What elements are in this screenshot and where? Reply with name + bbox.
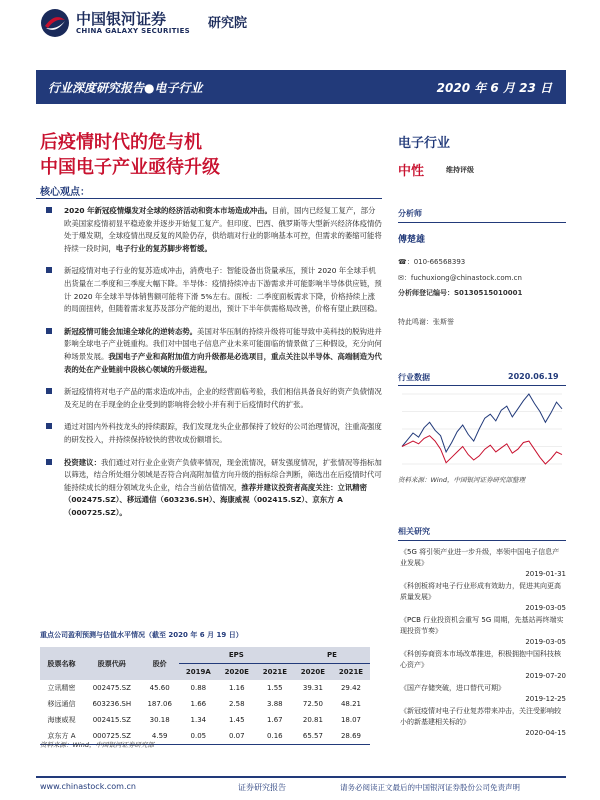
related-report-date: 2019-01-31	[525, 570, 566, 578]
bullet-body: 通过对国内外科技龙头的持续跟踪，我们发现龙头企业都保持了较好的公司治理情况，注重高强度的研发投入，并持续保持较快的营收成份额增长。	[64, 422, 382, 444]
table-cell: 1.34	[190, 716, 207, 724]
col-stock-name: 股票名称	[47, 659, 76, 668]
related-report-title: 《科创板将对电子行业形成有效助力，促进其向更高质量发展》	[400, 582, 561, 601]
year-header: 2020E	[300, 668, 326, 676]
related-report-item[interactable]	[400, 649, 566, 682]
chart-source: 资料来源：Wind，中国银河证券研究部整理	[398, 476, 525, 484]
related-report-item[interactable]	[400, 706, 566, 739]
bullet-item	[36, 457, 382, 520]
related-report-title: 《科创券商资本市场改革推进，积极拥抱中国科技核心资产》	[400, 650, 561, 669]
bullet-highlight: 我国电子产业和高附加值方向升级都是必选项目，重点关注以半导体、高端制造为代表的处在产业链前中段核心领域的升级进程。	[64, 351, 382, 374]
table-cell: 立讯精密	[47, 684, 76, 692]
core-views-label: 核心观点：	[40, 187, 90, 198]
core-divider	[36, 198, 382, 199]
related-report-date: 2020-04-15	[525, 729, 566, 737]
related-report-date: 2019-03-05	[525, 638, 566, 646]
industry-data-date: 2020.06.19	[508, 372, 559, 381]
logo-english-text: CHINA GALAXY SECURITIES	[76, 27, 190, 35]
analyst-reg-no: 分析师登记编号：S0130515010001	[398, 289, 523, 297]
footer-divider	[36, 776, 566, 778]
analyst-phone: ☎：010-66568393	[398, 258, 466, 266]
col-stock-code: 股票代码	[97, 659, 126, 668]
table-cell: 72.50	[302, 700, 323, 708]
bullet-marker-icon	[46, 423, 52, 429]
bullet-lead: 2020 年新冠疫情爆发对全球的经济活动和资本市场造成冲击。	[64, 206, 272, 215]
table-cell: 1.66	[190, 700, 207, 708]
related-report-item[interactable]	[400, 683, 566, 705]
analyst-divider	[398, 222, 566, 223]
table-row	[40, 696, 370, 712]
earnings-forecast-table	[40, 647, 370, 745]
bullet-marker-icon	[46, 459, 52, 465]
year-header: 2019A	[185, 668, 211, 676]
rating-value: 中性	[398, 164, 425, 179]
col-eps: EPS	[179, 647, 294, 664]
table-cell: 海康威视	[47, 716, 76, 724]
bullet-item	[36, 205, 382, 255]
bullet-highlight: 电子行业的复苏脚步将暂缓。	[115, 243, 212, 253]
bullet-body: 新冠疫情对电子行业的复苏造成冲击，	[64, 266, 190, 276]
table-cell: 48.21	[340, 700, 361, 708]
table-cell: 000725.SZ	[92, 732, 131, 740]
report-title-line1: 后疫情时代的危与机	[40, 132, 202, 153]
related-report-title: 《PCB 行业投资机会重写 5G 周期，先基站再终端实现投资节奏》	[400, 616, 564, 635]
galaxy-logo-icon	[40, 8, 70, 38]
table-cell: 39.31	[302, 684, 323, 692]
table-cell: 4.59	[151, 732, 168, 740]
col-price: 股价	[152, 659, 167, 668]
related-report-date: 2019-12-25	[525, 695, 566, 703]
table-cell: 1.55	[267, 684, 283, 692]
related-report-item[interactable]	[400, 547, 566, 580]
bullet-lead: 新冠疫情可能会加速全球化的逆转态势。	[64, 326, 198, 336]
rating-note: 维持评级	[446, 166, 474, 174]
table-header-row	[40, 647, 370, 664]
logo	[40, 8, 250, 38]
report-banner	[36, 70, 566, 104]
table-cell: 002415.SZ	[92, 716, 131, 724]
table-cell: 603236.SH	[92, 700, 132, 708]
bullet-body: 新冠疫情将对电子产品的需求造成冲击，企业的经营面临考验，我们相信具备良好的资产负债情况及充足的在手现金的企业受到的影响将会较小并有利于后疫情时代的扩张。	[64, 387, 382, 409]
industry-chart	[398, 388, 566, 470]
chart-series-line	[402, 436, 562, 464]
institute-label: 研究院	[208, 16, 248, 31]
related-report-item[interactable]	[400, 615, 566, 648]
year-header: 2021E	[338, 668, 364, 676]
bullet-body: 美国对华压制的持续升级将可能导致中美科技的脱钩进并影响全球电子产业链重构。我们对中国电子信息产业未来可能面临的情景做了三种假设，充分向何种场景发展。	[64, 326, 382, 361]
table-source: 资料来源：Wind，中国银河证券研究部	[40, 741, 154, 749]
related-report-date: 2019-03-05	[525, 604, 566, 612]
table-cell: 3.88	[267, 700, 283, 708]
bullet-marker-icon	[46, 267, 52, 273]
related-report-title: 《国产存储突破，进口替代可期》	[400, 684, 505, 692]
table-cell: 45.60	[149, 684, 170, 692]
table-cell: 002475.SZ	[92, 684, 131, 692]
related-research-label: 相关研究	[398, 527, 430, 536]
bullet-highlight: 推荐并建议投资者高度关注：立讯精密（002475.SZ）、移远通信（603236.SH）、海康威视（002415.SZ）、京东方 A（000725.SZ）。	[64, 482, 368, 517]
table-cell: 2.58	[229, 700, 245, 708]
footer-url[interactable]: www.chinastock.com.cn	[40, 782, 136, 791]
industry-data-label: 行业数据	[398, 373, 430, 382]
table-cell: 1.45	[229, 716, 245, 724]
table-cell: 移远通信	[47, 700, 76, 708]
footer-center: 证券研究报告	[238, 783, 286, 792]
table-cell: 65.57	[302, 732, 323, 740]
table-cell: 20.81	[302, 716, 323, 724]
table-cell: 18.07	[340, 716, 361, 724]
table-cell: 0.05	[190, 732, 207, 740]
analyst-email[interactable]: ✉：fuchuxiong@chinastock.com.cn	[398, 274, 522, 282]
table-cell: 187.06	[147, 700, 172, 708]
assistant-credit: 特此鸣谢：张斯誉	[398, 318, 454, 326]
analyst-name: 傅楚雄	[398, 235, 426, 245]
report-title-line2: 中国电子产业亟待升级	[40, 157, 220, 178]
table-cell: 28.69	[340, 732, 361, 740]
table-row	[40, 712, 370, 728]
table-cell: 0.07	[229, 732, 245, 740]
data-divider	[398, 385, 566, 386]
industry-name: 电子行业	[398, 136, 451, 151]
bullet-highlight: 消费电子：智能设备出货量承压，预计 2020 年全球手机出货量在二季度和三季度大幅下降。半导体：疫情持续冲击下游需求并可能影响半导体供应链，预计 2020 年全球半导体销售额可能将下滑 5%左右。面板：二季度面板需求下降，价格持续上涨的局面扭转，但随着需求复苏及部分产能的退出，预计下半年供需格局改善，价格有望止跌回稳。	[64, 266, 382, 314]
related-divider	[398, 540, 566, 541]
year-header: 2021E	[262, 668, 287, 676]
bullet-item	[36, 265, 382, 315]
report-type: 行业深度研究报告●电子行业	[48, 81, 203, 95]
table-caption: 重点公司盈利预测与估值水平情况（截至 2020 年 6 月 19 日）	[40, 631, 243, 639]
bullet-body: 我们通过对行业企业资产负债率情况，现金流情况，研发强度情况，扩张情况等指标加以筛选，结合所处细分领域是否符合向高附加值方向升级的指标综合判断，筛选出在后疫情时代可能持续成长的细分领域龙头企业，结合当前估值情况，	[64, 457, 382, 492]
table-cell: 京东方 A	[47, 732, 76, 740]
table-cell: 29.42	[340, 684, 361, 692]
bullet-item	[36, 421, 382, 446]
bullet-marker-icon	[46, 207, 52, 213]
related-report-title: 《5G 将引领产业进一步升级，率领中国电子信息产业发展》	[400, 548, 560, 567]
col-pe: PE	[294, 647, 370, 664]
table-cell: 30.18	[149, 716, 170, 724]
bullet-marker-icon	[46, 328, 52, 334]
analyst-label: 分析师	[398, 209, 422, 218]
related-report-item[interactable]	[400, 581, 566, 614]
table-cell: 1.67	[267, 716, 283, 724]
bullet-marker-icon	[46, 388, 52, 394]
bullet-body: 目前，国内已经复工复产，部分欧美国家疫情初显平稳迹象并逐步开始复工复产。但印度、巴西、俄罗斯等大型新兴经济体疫情仍处于爆发期，全球疫情出现反复的风险仍存，供给端对行业的影响基本可控，但需求的萎缩可能将持续一段时间，	[64, 206, 382, 253]
table-cell: 0.16	[267, 732, 283, 740]
year-header: 2020E	[224, 668, 249, 676]
chart-series-line	[402, 394, 562, 452]
logo-chinese-text: 中国银河证券	[76, 10, 167, 28]
related-report-date: 2019-07-20	[525, 672, 566, 680]
core-views-list	[36, 205, 382, 529]
table-cell: 0.88	[190, 684, 207, 692]
bullet-item	[36, 326, 382, 376]
table-cell: 1.16	[229, 684, 245, 692]
table-row	[40, 680, 370, 696]
bullet-lead: 投资建议：	[64, 457, 101, 467]
bullet-item	[36, 386, 382, 411]
related-report-title: 《新冠疫情对电子行业复苏带来冲击，关注受影响较小的新基建相关标的》	[400, 707, 561, 726]
report-date: 2020 年 6 月 23 日	[436, 81, 552, 95]
footer-disclaimer: 请务必阅读正文最后的中国银河证券股份公司免责声明	[340, 783, 520, 792]
